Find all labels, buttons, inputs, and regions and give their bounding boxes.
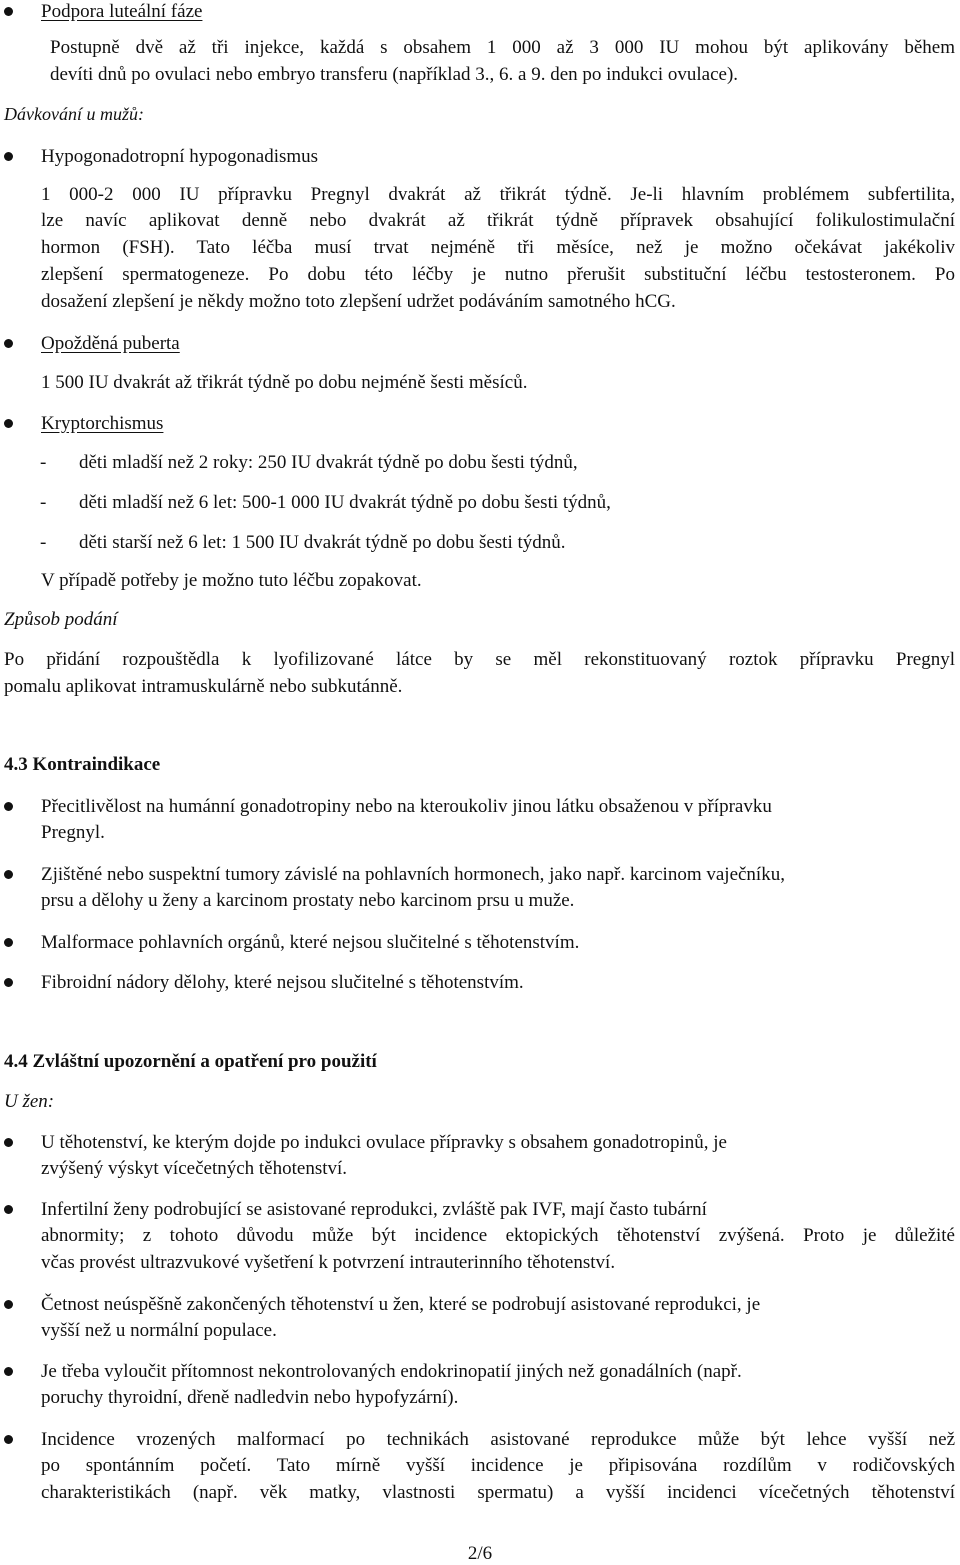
warning-line: Je třeba vyloučit přítomnost nekontrolovaných endokrinopatií jiných než gonadálních (např.	[41, 1361, 742, 1382]
admin-line: pomalu aplikovat intramuskulárně nebo subkutánně.	[4, 676, 403, 697]
bullet	[4, 1138, 13, 1147]
bullet	[4, 1367, 13, 1376]
bullet	[4, 1435, 13, 1444]
warning-line: zvýšený výskyt vícečetných těhotenství.	[41, 1158, 348, 1179]
warning-line: abnormity; z tohoto důvodu může být incidence ektopických těhotenství zvýšená. Proto je důležité	[41, 1225, 955, 1246]
crypto-heading: Kryptorchismus	[41, 413, 164, 434]
warning-line: Infertilní ženy podrobující se asistované reprodukci, zvláště pak IVF, mají často tubární	[41, 1199, 707, 1220]
warning-line: včas provést ultrazvukové vyšetření k potvrzení intrauterinního těhotenství.	[41, 1252, 616, 1273]
hypo-line: lze navíc aplikovat denně nebo dvakrát až třikrát týdně přípravek obsahující folikulostimulační	[41, 210, 955, 231]
bullet	[4, 1205, 13, 1214]
dash: -	[40, 492, 47, 513]
warning-line: U těhotenství, ke kterým dojde po indukci ovulace přípravky s obsahem gonadotropinů, je	[41, 1132, 727, 1153]
warning-line: charakteristikách (např. věk matky, vlastnosti spermatu) a vyšší incidenci vícečetných těhotenství	[41, 1482, 955, 1503]
bullet	[4, 802, 13, 811]
warnings-heading: 4.4 Zvláštní upozornění a opatření pro použití	[4, 1051, 377, 1072]
bullet	[4, 419, 13, 428]
dash: -	[40, 532, 47, 553]
crypto-item: děti starší než 6 let: 1 500 IU dvakrát týdně po dobu šesti týdnů.	[79, 532, 566, 553]
contra-line: Přecitlivělost na humánní gonadotropiny nebo na kteroukoliv jinou látku obsaženou v přípravku	[41, 796, 772, 817]
puberty-heading: Opožděná puberta	[41, 333, 180, 354]
crypto-item: děti mladší než 6 let: 500-1 000 IU dvakrát týdně po dobu šesti týdnů,	[79, 492, 611, 513]
women-heading: U žen:	[4, 1091, 55, 1112]
contra-line: Pregnyl.	[41, 822, 105, 843]
page-number: 2/6	[467, 1543, 493, 1564]
luteal-line: Postupně dvě až tři injekce, každá s obsahem 1 000 až 3 000 IU mohou být aplikovány během	[50, 37, 955, 58]
warning-line: Četnost neúspěšně zakončených těhotenství u žen, které se podrobují asistované reprodukci, je	[41, 1294, 761, 1315]
hypo-heading: Hypogonadotropní hypogonadismus	[41, 146, 319, 167]
contra-heading: 4.3 Kontraindikace	[4, 754, 161, 775]
bullet	[4, 1300, 13, 1309]
hypo-line: dosažení zlepšení je někdy možno toto zlepšení udržet podáváním samotného hCG.	[41, 291, 676, 312]
contra-line: Zjištěné nebo suspektní tumory závislé na pohlavních hormonech, jako např. karcinom vaječníku,	[41, 864, 785, 885]
contra-line: prsu a dělohy u ženy a karcinom prostaty nebo karcinom prsu u muže.	[41, 890, 575, 911]
luteal-line: devíti dnů po ovulaci nebo embryo transferu (například 3., 6. a 9. den po indukci ovulace).	[50, 64, 739, 85]
luteal-heading: Podpora luteální fáze	[41, 1, 203, 22]
puberty-text: 1 500 IU dvakrát až třikrát týdně po dobu nejméně šesti měsíců.	[41, 372, 528, 393]
warning-line: poruchy thyroidní, dřeně nadledvin nebo hypofyzární).	[41, 1387, 459, 1408]
crypto-item: děti mladší než 2 roky: 250 IU dvakrát týdně po dobu šesti týdnů,	[79, 452, 578, 473]
admin-heading: Způsob podání	[4, 609, 118, 630]
contra-line: Fibroidní nádory dělohy, které nejsou slučitelné s těhotenstvím.	[41, 972, 524, 993]
bullet	[4, 870, 13, 879]
hypo-line: zlepšení spermatogeneze. Po dobu této léčby je nutno přerušit substituční léčbu testosteronem. Po	[41, 264, 955, 285]
bullet	[4, 938, 13, 947]
bullet	[4, 978, 13, 987]
bullet	[4, 152, 13, 161]
bullet	[4, 339, 13, 348]
bullet	[4, 7, 13, 16]
warning-line: Incidence vrozených malformací po technikách asistované reprodukce může být lehce vyšší než	[41, 1429, 955, 1450]
men-dosage-heading: Dávkování u mužů:	[4, 104, 144, 124]
warning-line: po spontánním početí. Tato mírně vyšší incidence je připisována rozdílům v rodičovských	[41, 1455, 955, 1476]
hypo-line: hormon (FSH). Tato léčba musí trvat nejméně tři měsíce, než je možno očekávat jakékoliv	[41, 237, 955, 258]
dash: -	[40, 452, 47, 473]
crypto-repeat: V případě potřeby je možno tuto léčbu zopakovat.	[41, 570, 422, 591]
admin-line: Po přidání rozpouštědla k lyofilizované látce by se měl rekonstituovaný roztok přípravku Pregnyl	[4, 649, 955, 670]
contra-line: Malformace pohlavních orgánů, které nejsou slučitelné s těhotenstvím.	[41, 932, 580, 953]
hypo-line: 1 000-2 000 IU přípravku Pregnyl dvakrát až třikrát týdně. Je-li hlavním problémem subfertilita,	[41, 184, 955, 205]
warning-line: vyšší než u normální populace.	[41, 1320, 277, 1341]
